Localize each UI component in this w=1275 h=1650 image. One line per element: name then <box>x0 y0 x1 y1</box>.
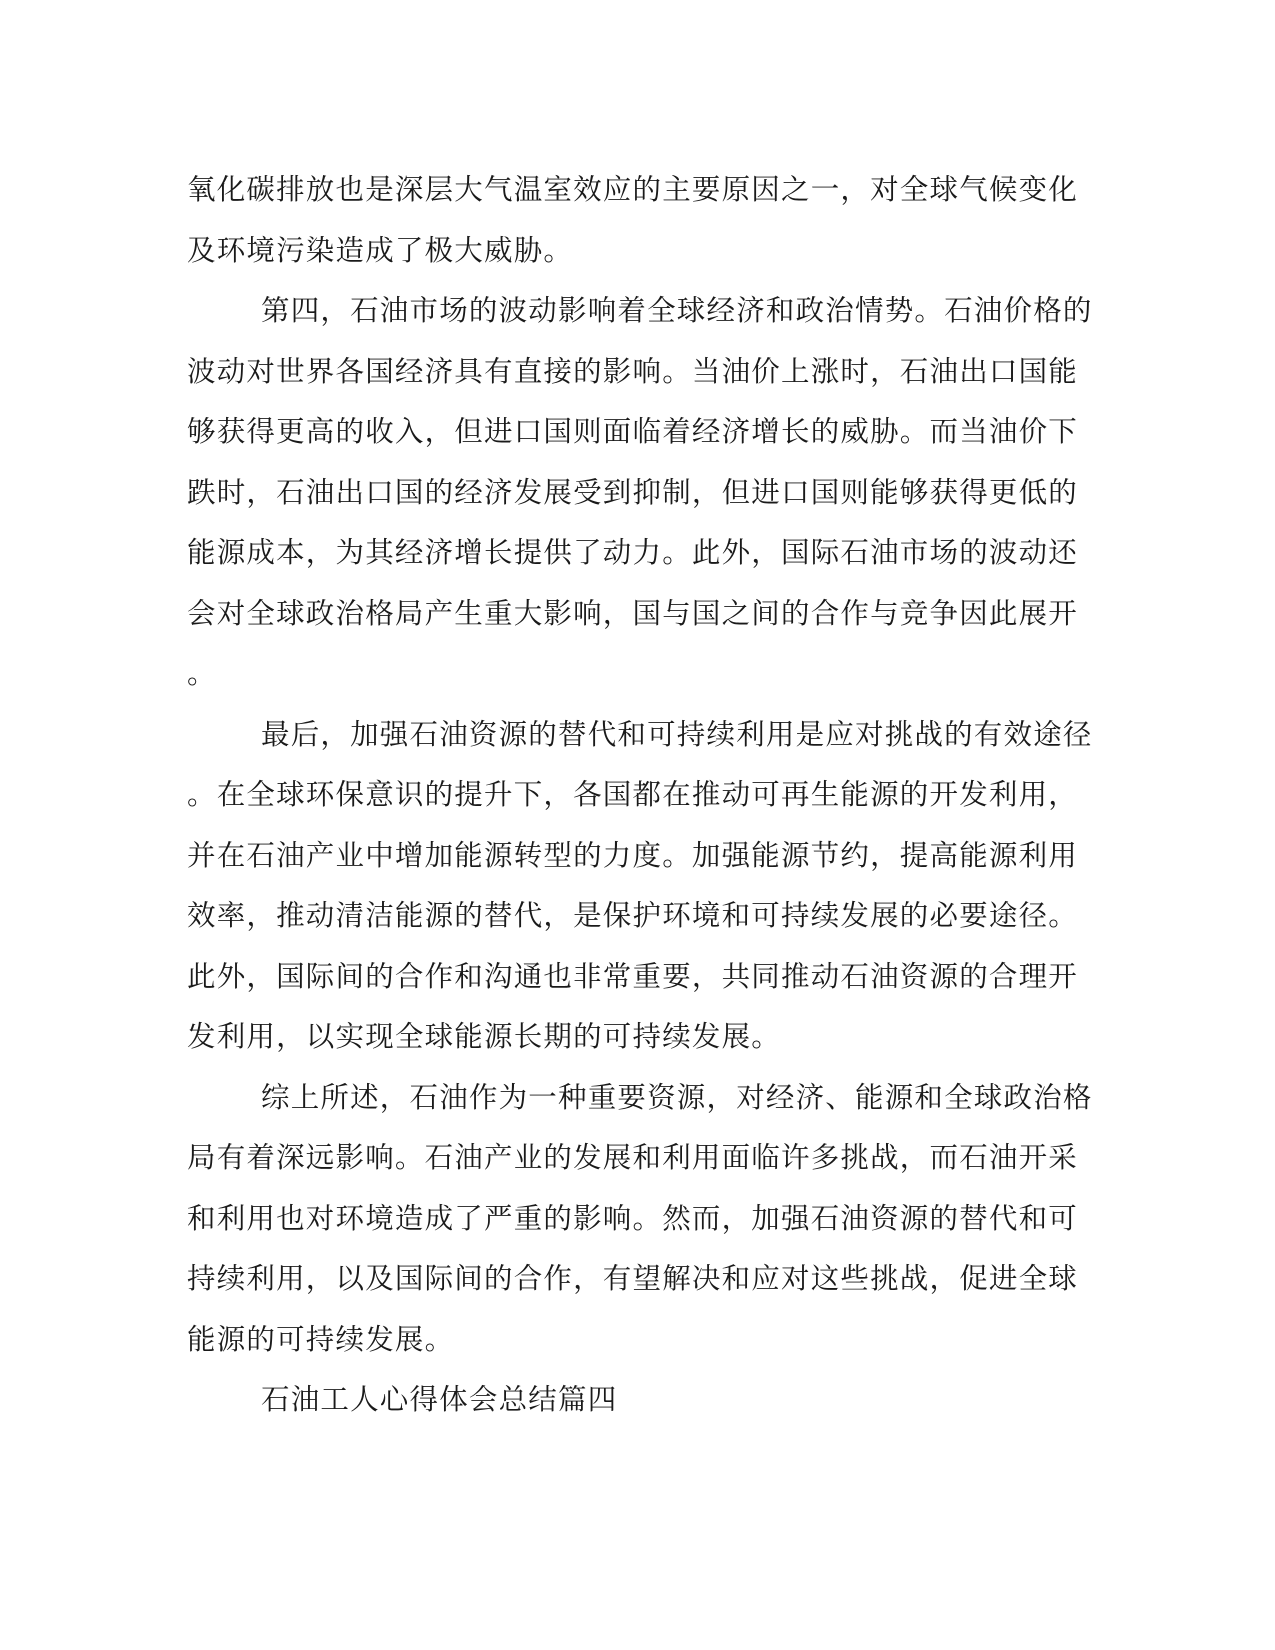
text-line: 最后，加强石油资源的替代和可持续利用是应对挑战的有效途径 <box>261 717 1093 751</box>
text-line: 能源成本，为其经济增长提供了动力。此外，国际石油市场的波动还 <box>187 536 1079 569</box>
paragraph-finally <box>187 705 1093 1068</box>
text-line: 能源的可持续发展。 <box>187 1322 455 1356</box>
section-heading-text: 石油工人心得体会总结篇四 <box>261 1383 618 1416</box>
text-line: 第四，石油市场的波动影响着全球经济和政治情势。石油价格的 <box>261 294 1093 327</box>
text-line: 效率，推动清洁能源的替代，是保护环境和可持续发展的必要途径。 <box>187 899 1079 932</box>
paragraph-continued <box>187 160 1079 281</box>
text-line: 发利用，以实现全球能源长期的可持续发展。 <box>187 1020 782 1053</box>
text-line: 此外，国际间的合作和沟通也非常重要，共同推动石油资源的合理开 <box>187 959 1079 993</box>
text-line: 氧化碳排放也是深层大气温室效应的主要原因之一，对全球气候变化 <box>187 173 1079 206</box>
text-line: 波动对世界各国经济具有直接的影响。当油价上涨时，石油出口国能 <box>187 354 1079 388</box>
text-line: 会对全球政治格局产生重大影响，国与国之间的合作与竞争因此展开 <box>187 596 1079 630</box>
paragraph-fourth <box>187 281 1093 705</box>
text-line: 综上所述，石油作为一种重要资源，对经济、能源和全球政治格 <box>261 1080 1093 1114</box>
text-line: 和利用也对环境造成了严重的影响。然而，加强石油资源的替代和可 <box>187 1201 1079 1235</box>
text-line: 跌时，石油出口国的经济发展受到抑制，但进口国则能够获得更低的 <box>187 475 1079 509</box>
text-line: 。在全球环保意识的提升下，各国都在推动可再生能源的开发利用， <box>187 778 1079 811</box>
text-line: 。 <box>187 657 217 690</box>
text-line: 局有着深远影响。石油产业的发展和利用面临许多挑战，而石油开采 <box>187 1141 1079 1174</box>
text-line: 并在石油产业中增加能源转型的力度。加强能源节约，提高能源利用 <box>187 838 1079 872</box>
text-line: 持续利用，以及国际间的合作，有望解决和应对这些挑战，促进全球 <box>187 1262 1079 1295</box>
paragraph-summary <box>187 1068 1093 1371</box>
section-heading <box>187 1370 1067 1431</box>
document-body <box>187 160 1093 1431</box>
text-line: 及环境污染造成了极大威胁。 <box>187 233 574 267</box>
text-line: 够获得更高的收入，但进口国则面临着经济增长的威胁。而当油价下 <box>187 415 1079 448</box>
